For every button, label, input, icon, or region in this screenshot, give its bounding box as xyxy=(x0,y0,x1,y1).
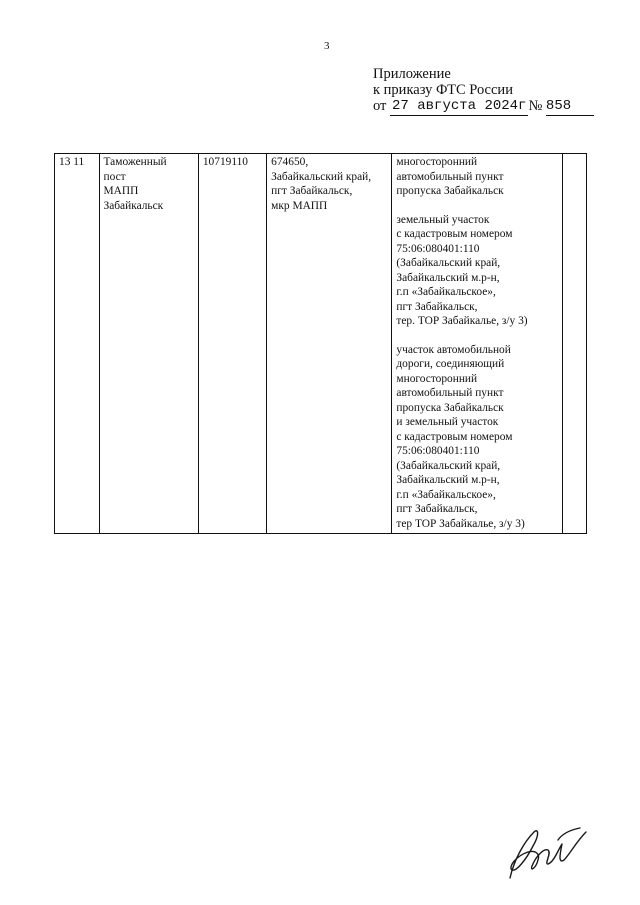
description-line: пгт Забайкальск, xyxy=(396,300,478,313)
description-line: Забайкальский м.р-н, xyxy=(396,474,500,486)
address-line: мкр МАПП xyxy=(271,199,328,212)
description-line: с кадастровым номером xyxy=(396,228,513,240)
address-line: пгт Забайкальск, xyxy=(271,185,353,197)
description-line: дороги, соединяющий xyxy=(396,358,505,370)
description-para-2 xyxy=(396,213,558,329)
row-number: 13 11 xyxy=(55,154,100,534)
order-number: 858 xyxy=(545,98,572,114)
post-name-line: МАПП xyxy=(103,185,139,197)
description-line: автомобильный пункт xyxy=(396,170,504,183)
description-line: г.п «Забайкальское», xyxy=(396,488,496,501)
description-line: автомобильный пункт xyxy=(396,387,504,399)
appendix-title: Приложение xyxy=(373,66,451,82)
description-line: г.п «Забайкальское», xyxy=(396,286,496,298)
empty-cell xyxy=(563,154,587,534)
post-name-line: Забайкальск xyxy=(103,199,164,212)
address-line: Забайкальский край, xyxy=(271,170,372,183)
post-code: 10719110 xyxy=(198,154,266,534)
address-cell xyxy=(267,154,392,534)
appendix-date-line xyxy=(373,98,594,116)
from-label: от xyxy=(373,98,387,114)
description-line: 75:06:080401:110 xyxy=(396,242,480,255)
description-line: (Забайкальский край, xyxy=(396,257,501,269)
post-name-cell xyxy=(99,154,198,534)
description-line: участок автомобильной xyxy=(396,343,511,356)
description-line: тер. ТОР Забайкалье, з/у 3) xyxy=(396,315,528,327)
description-line: многосторонний xyxy=(396,156,478,168)
description-line: пропуска Забайкальск xyxy=(396,401,504,414)
order-date: 27 августа 2024г xyxy=(392,98,527,114)
address-line: 674650, xyxy=(271,156,309,168)
description-line: тер ТОР Забайкалье, з/у 3) xyxy=(396,517,525,530)
description-para-1 xyxy=(396,155,558,199)
description-line: пропуска Забайкальск xyxy=(396,185,504,197)
appendix-order-ref: к приказу ФТС России xyxy=(373,82,513,98)
number-sign: № xyxy=(528,98,543,114)
description-line: земельный участок xyxy=(396,213,490,226)
description-line: и земельный участок xyxy=(396,416,499,428)
date-field xyxy=(390,98,528,116)
description-line: 75:06:080401:110 xyxy=(396,445,480,457)
table-row xyxy=(55,154,587,534)
description-line: с кадастровым номером xyxy=(396,430,513,443)
handwritten-signature-icon xyxy=(500,820,590,885)
post-name-line: Таможенный xyxy=(103,156,167,168)
description-cell xyxy=(392,154,563,534)
description-line: (Забайкальский край, xyxy=(396,459,501,472)
description-para-3 xyxy=(396,343,558,532)
appendix-header xyxy=(373,66,594,116)
page-number: 3 xyxy=(324,40,330,52)
description-line: пгт Забайкальск, xyxy=(396,503,478,515)
description-line: многосторонний xyxy=(396,372,478,385)
number-field xyxy=(546,98,594,116)
description-line: Забайкальский м.р-н, xyxy=(396,271,500,284)
post-name-line: пост xyxy=(103,170,126,183)
customs-table xyxy=(54,153,587,534)
